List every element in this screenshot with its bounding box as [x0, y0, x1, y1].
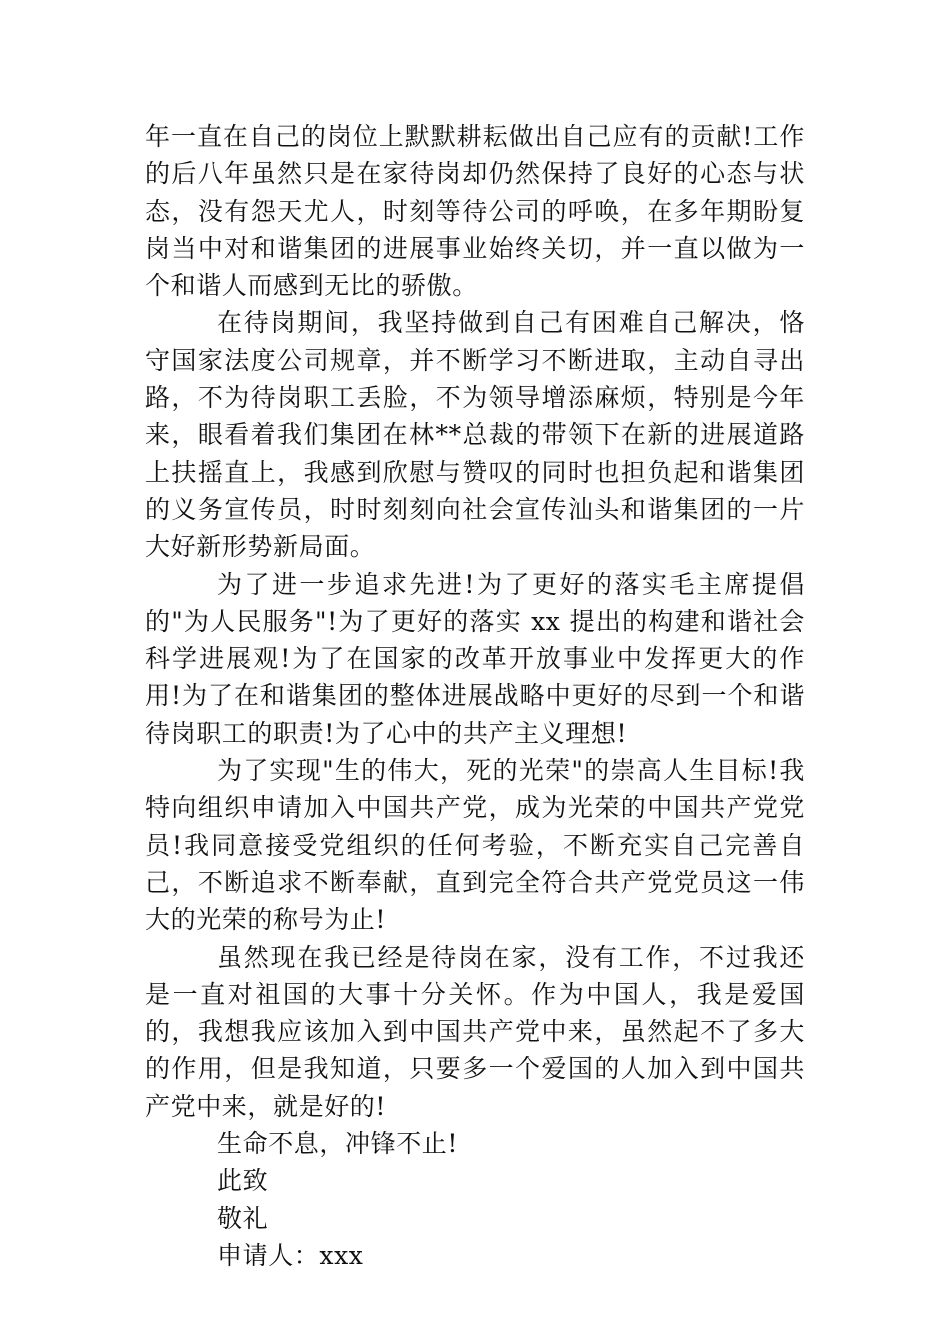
- paragraph-1: 年一直在自己的岗位上默默耕耘做出自己应有的贡献!工作的后八年虽然只是在家待岗却仍然保持了良好的心态与状态，没有怨天尤人，时刻等待公司的呼唤，在多年期盼复岗当中对和谐集团的进展事业始终关切，并一直以做为一个和谐人而感到无比的骄傲。: [145, 122, 805, 301]
- salutation-cizhi: 此致: [217, 1166, 269, 1196]
- paragraph-5: 虽然现在我已经是待岗在家，没有工作，不过我还是一直对祖国的大事十分关怀。作为中国人，我是爱国的，我想我应该加入到中国共产党中来，虽然起不了多大的作用，但是我知道，只要多一个爱国的人加入到中国共产党中来，就是好的!: [145, 942, 805, 1121]
- closing-motto: 生命不息，冲锋不止!: [217, 1129, 459, 1159]
- paragraph-4: 为了实现"生的伟大，死的光荣"的崇高人生目标!我特向组织申请加入中国共产党，成为光荣的中国共产党党员!我同意接受党组织的任何考验，不断充实自己完善自己，不断追求不断奉献，直到完全符合共产党党员这一伟大的光荣的称号为止!: [145, 756, 805, 935]
- paragraph-3: 为了进一步追求先进!为了更好的落实毛主席提倡的"为人民服务"!为了更好的落实 xx 提出的构建和谐社会科学进展观!为了在国家的改革开放事业中发挥更大的作用!为了在和谐集团的整体进展战略中更好的尽到一个和谐待岗职工的职责!为了心中的共产主义理想!: [145, 569, 805, 748]
- applicant-signature: 申请人：xxx: [217, 1240, 364, 1270]
- salutation-jingli: 敬礼: [217, 1203, 269, 1233]
- letter-body: [145, 118, 805, 1274]
- paragraph-2: 在待岗期间，我坚持做到自己有困难自己解决，恪守国家法度公司规章，并不断学习不断进取，主动自寻出路，不为待岗职工丢脸，不为领导增添麻烦，特别是今年来，眼看着我们集团在林**总裁的带领下在新的进展道路上扶摇直上，我感到欣慰与赞叹的同时也担负起和谐集团的义务宣传员，时时刻刻向社会宣传汕头和谐集团的一片大好新形势新局面。: [145, 308, 805, 562]
